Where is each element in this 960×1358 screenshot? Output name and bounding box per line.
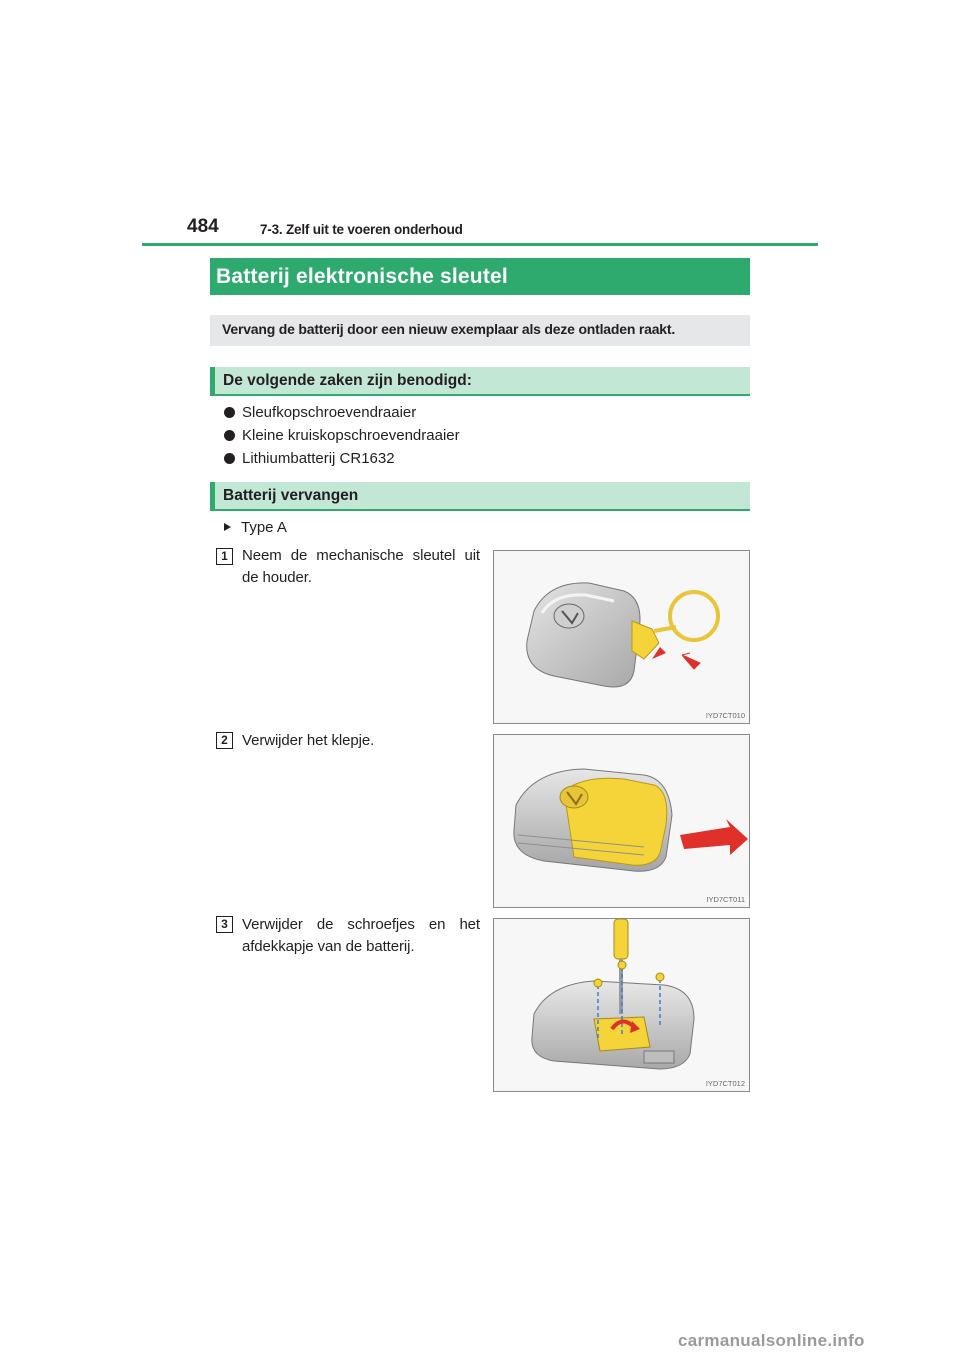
page-number: 484 bbox=[187, 216, 219, 237]
type-label: Type A bbox=[224, 518, 287, 538]
requirements-heading: De volgende zaken zijn benodigd: bbox=[210, 367, 750, 396]
step-text: Neem de mechanische sleutel uit de houder. bbox=[242, 547, 480, 586]
requirement-item: Kleine kruiskopschroevendraaier bbox=[224, 426, 460, 446]
section-title: Batterij elektronische sleutel bbox=[210, 258, 750, 295]
figure-code: IYD7CT011 bbox=[706, 895, 745, 904]
screw-removal-illustration bbox=[494, 919, 749, 1091]
cover-removal-illustration bbox=[494, 735, 749, 907]
requirement-item: Lithiumbatterij CR1632 bbox=[224, 449, 395, 469]
key-removal-illustration bbox=[494, 551, 749, 723]
figure-code: IYD7CT010 bbox=[705, 711, 745, 720]
figure-remove-mechanical-key bbox=[493, 550, 750, 724]
step-number: 3 bbox=[216, 916, 233, 933]
step-number: 2 bbox=[216, 732, 233, 749]
running-title: 7-3. Zelf uit te voeren onderhoud bbox=[260, 222, 463, 237]
figure-code: IYD7CT012 bbox=[705, 1079, 745, 1088]
triangle-right-icon bbox=[224, 523, 231, 531]
requirement-item: Sleufkopschroevendraaier bbox=[224, 403, 416, 423]
header-rule bbox=[142, 243, 818, 246]
bullet-icon bbox=[224, 407, 235, 418]
replace-heading: Batterij vervangen bbox=[210, 482, 750, 511]
intro-text: Vervang de batterij door een nieuw exemplaar als deze ontladen raakt. bbox=[210, 315, 750, 346]
figure-remove-screws bbox=[493, 918, 750, 1092]
step-number: 1 bbox=[216, 548, 233, 565]
bullet-icon bbox=[224, 453, 235, 464]
step-text: Verwijder de schroefjes en het afdekkapje van de batterij. bbox=[242, 916, 480, 955]
bullet-icon bbox=[224, 430, 235, 441]
step-text: Verwijder het klepje. bbox=[242, 732, 375, 749]
figure-remove-cover bbox=[493, 734, 750, 908]
watermark: carmanualsonline.info bbox=[678, 1331, 865, 1350]
